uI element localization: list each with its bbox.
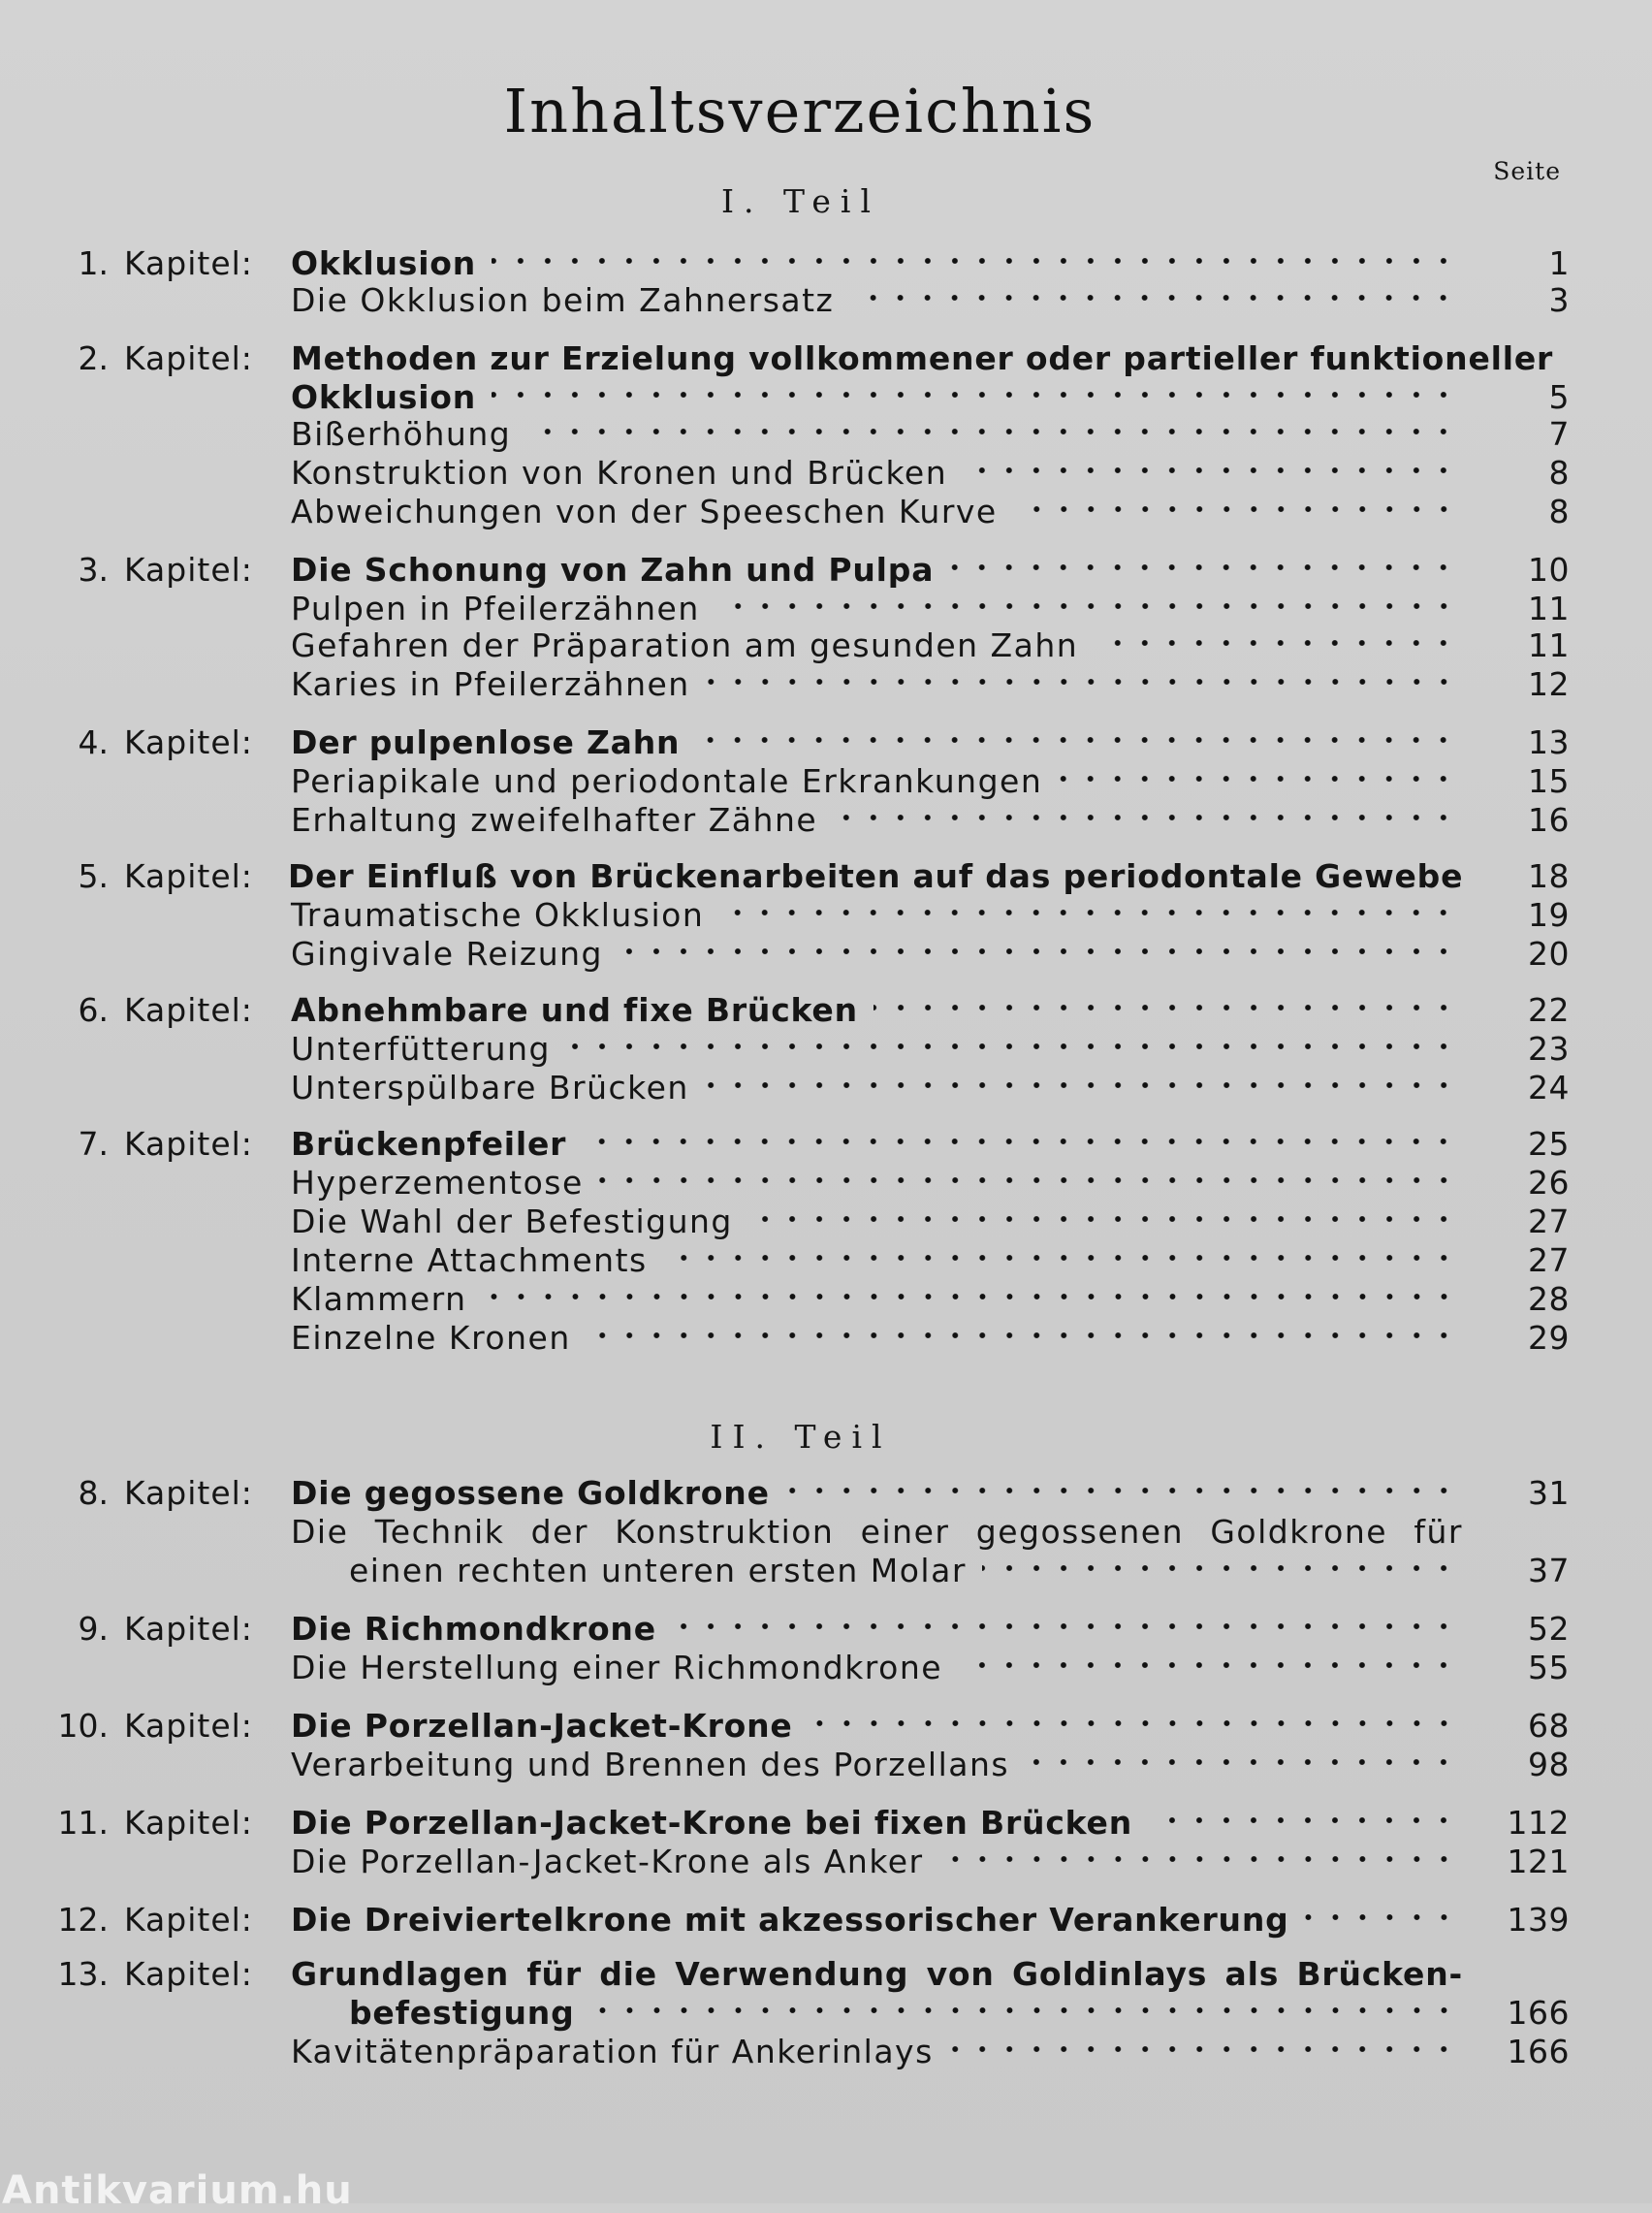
entry-title: Karies in Pfeilerzähnen xyxy=(291,665,690,703)
chapter-label: Kapitel: xyxy=(124,1804,253,1842)
dot-leader xyxy=(715,593,1457,620)
dot-leader xyxy=(492,381,1457,408)
entry-title: Okklusion xyxy=(291,378,477,416)
chapter-label: Kapitel: xyxy=(124,857,253,895)
toc-row xyxy=(0,723,1652,762)
entry-title: Okklusion xyxy=(291,244,477,282)
toc-entry xyxy=(291,551,1570,590)
entry-title: Konstruktion von Kronen und Brücken xyxy=(291,454,948,492)
chapter-number: 4. xyxy=(78,723,109,761)
page-number: 15 xyxy=(1528,762,1570,800)
chapter-number: 8. xyxy=(78,1474,109,1512)
page-number: 68 xyxy=(1528,1707,1570,1745)
toc-entry xyxy=(291,1843,1570,1881)
entry-title: Abnehmbare und fixe Brücken xyxy=(291,991,858,1029)
toc-entry xyxy=(291,1955,1463,1994)
toc-entry xyxy=(291,493,1570,531)
toc-row xyxy=(0,1030,1652,1069)
entry-title: Bißerhöhung xyxy=(291,415,512,453)
chapter-number: 11. xyxy=(57,1804,109,1842)
toc-entry xyxy=(291,1707,1570,1746)
dot-leader xyxy=(1148,1807,1457,1834)
entry-title: Die Okklusion beim Zahnersatz xyxy=(291,281,835,319)
entry-title: Die Porzellan-Jacket-Krone bei fixen Brücken xyxy=(291,1804,1133,1842)
toc-row xyxy=(0,415,1652,454)
entry-title: Die Herstellung einer Richmondkrone xyxy=(291,1649,943,1686)
entry-title: Der pulpenlose Zahn xyxy=(291,723,681,761)
page-number: 10 xyxy=(1528,551,1570,589)
toc-entry xyxy=(291,1513,1463,1552)
toc-row xyxy=(0,1280,1652,1319)
toc-row xyxy=(0,1203,1652,1241)
page-number: 29 xyxy=(1528,1319,1570,1357)
page-number: 11 xyxy=(1528,626,1570,664)
entry-title: Brückenpfeiler xyxy=(291,1125,567,1163)
toc-row xyxy=(0,1552,1652,1590)
dot-leader xyxy=(705,1072,1457,1099)
chapter-label: Kapitel: xyxy=(124,551,253,589)
entry-title: Die Dreiviertelkrone mit akzessorischer Verankerung xyxy=(291,1901,1289,1939)
entry-title: Gefahren der Präparation am gesunden Zahn xyxy=(291,626,1079,664)
dot-leader xyxy=(599,1167,1457,1194)
toc-row xyxy=(0,801,1652,840)
toc-row xyxy=(0,896,1652,935)
page-number: 27 xyxy=(1528,1203,1570,1240)
toc-row xyxy=(0,1513,1652,1552)
page-number: 25 xyxy=(1528,1125,1570,1163)
dot-leader xyxy=(1305,1904,1457,1931)
entry-title: Die Porzellan-Jacket-Krone xyxy=(291,1707,793,1745)
toc-entry xyxy=(291,1610,1570,1649)
toc-entry xyxy=(291,1746,1570,1784)
page-title: Inhaltsverzeichnis xyxy=(503,76,1096,146)
chapter-number: 10. xyxy=(57,1707,109,1745)
dot-leader xyxy=(1058,765,1457,792)
toc-entry xyxy=(349,1552,1570,1590)
page-number: 166 xyxy=(1507,1994,1570,2032)
dot-leader xyxy=(1094,629,1457,657)
chapter-number: 1. xyxy=(78,244,109,282)
dot-leader xyxy=(672,1613,1457,1640)
toc-row xyxy=(0,2033,1652,2071)
dot-leader xyxy=(526,418,1457,445)
dot-leader xyxy=(939,1845,1457,1873)
toc-entry xyxy=(291,339,1554,378)
chapter-label: Kapitel: xyxy=(124,1474,253,1512)
toc-entry xyxy=(291,1649,1570,1687)
toc-row xyxy=(0,1069,1652,1107)
entry-title: Die Technik der Konstruktion einer gegossenen Goldkrone für xyxy=(291,1513,1463,1551)
dot-leader xyxy=(874,994,1457,1021)
page-number: 31 xyxy=(1528,1474,1570,1512)
dot-leader xyxy=(706,668,1457,695)
page-number: 28 xyxy=(1528,1280,1570,1318)
toc-row xyxy=(0,935,1652,974)
page-number: 52 xyxy=(1528,1610,1570,1648)
dot-leader xyxy=(587,1322,1457,1349)
entry-title: Die Wahl der Befestigung xyxy=(291,1203,733,1240)
dot-leader xyxy=(483,1283,1457,1310)
chapter-number: 6. xyxy=(78,991,109,1029)
toc-entry xyxy=(291,454,1570,493)
toc-row xyxy=(0,1649,1652,1687)
dot-leader xyxy=(949,554,1457,581)
page-number: 23 xyxy=(1528,1030,1570,1068)
toc-row xyxy=(0,1319,1652,1358)
dot-leader xyxy=(748,1205,1457,1233)
toc-row xyxy=(0,1843,1652,1881)
toc-entry xyxy=(291,244,1570,283)
toc-entry xyxy=(291,2033,1570,2071)
page-number: 27 xyxy=(1528,1241,1570,1279)
toc-entry xyxy=(291,1901,1570,1940)
toc-row xyxy=(0,551,1652,590)
toc-entry xyxy=(291,723,1570,762)
toc-row xyxy=(0,1474,1652,1513)
toc-row xyxy=(0,1241,1652,1280)
entry-title: Die Schonung von Zahn und Pulpa xyxy=(291,551,935,589)
page-number: 98 xyxy=(1528,1746,1570,1783)
page-number: 19 xyxy=(1528,896,1570,934)
page-number: 3 xyxy=(1548,281,1570,319)
dot-leader xyxy=(785,1477,1457,1504)
page-number: 37 xyxy=(1528,1552,1570,1589)
entry-title: Grundlagen für die Verwendung von Goldinlays als Brücken- xyxy=(291,1955,1463,1993)
toc-entry xyxy=(291,801,1570,840)
entry-title: befestigung xyxy=(349,1994,575,2032)
toc-entry xyxy=(288,857,1464,896)
toc-entry xyxy=(291,762,1570,801)
chapter-number: 9. xyxy=(78,1610,109,1648)
dot-leader xyxy=(1025,1748,1457,1776)
toc-row xyxy=(0,626,1652,665)
entry-title: Einzelne Kronen xyxy=(291,1319,571,1357)
entry-title: Periapikale und periodontale Erkrankungen xyxy=(291,762,1043,800)
page-number: 20 xyxy=(1528,935,1570,973)
entry-title: Abweichungen von der Speeschen Kurve xyxy=(291,493,998,530)
toc-entry xyxy=(291,1319,1570,1358)
dot-leader xyxy=(958,1652,1457,1679)
page-number: 166 xyxy=(1507,2033,1570,2070)
chapter-number: 13. xyxy=(57,1955,109,1993)
toc-entry xyxy=(291,1069,1570,1107)
page-number: 112 xyxy=(1507,1804,1570,1842)
toc-entry xyxy=(291,590,1570,628)
part-title-2: II. Teil xyxy=(710,1418,892,1456)
dot-leader xyxy=(619,938,1457,965)
entry-title: Gingivale Reizung xyxy=(291,935,604,973)
chapter-label: Kapitel: xyxy=(124,1610,253,1648)
toc-entry xyxy=(291,1125,1570,1164)
dot-leader xyxy=(663,1244,1457,1271)
page-number: 1 xyxy=(1548,244,1570,282)
toc-row xyxy=(0,378,1652,417)
toc-entry xyxy=(291,896,1570,935)
page-number: 5 xyxy=(1548,378,1570,416)
entry-title: Kavitätenpräparation für Ankerinlays xyxy=(291,2033,934,2070)
toc-row xyxy=(0,1994,1652,2033)
entry-title: Methoden zur Erzielung vollkommener oder partieller funktioneller xyxy=(291,339,1554,377)
part-title-1: I. Teil xyxy=(720,182,881,220)
chapter-number: 12. xyxy=(57,1901,109,1939)
toc-entry xyxy=(291,1241,1570,1280)
entry-title: Pulpen in Pfeilerzähnen xyxy=(291,590,700,627)
page-number: 55 xyxy=(1528,1649,1570,1686)
toc-row xyxy=(0,1164,1652,1203)
dot-leader xyxy=(582,1128,1457,1155)
entry-title: Interne Attachments xyxy=(291,1241,648,1279)
toc-row xyxy=(0,281,1652,320)
toc-row xyxy=(0,493,1652,531)
entry-title: Traumatische Okklusion xyxy=(291,896,705,934)
entry-title: Erhaltung zweifelhafter Zähne xyxy=(291,801,818,839)
entry-title: Die Porzellan-Jacket-Krone als Anker xyxy=(291,1843,924,1880)
page-number: 26 xyxy=(1528,1164,1570,1202)
chapter-label: Kapitel: xyxy=(124,1125,253,1163)
page-number: 11 xyxy=(1528,590,1570,627)
page-number: 8 xyxy=(1548,493,1570,530)
toc-row xyxy=(0,1610,1652,1649)
toc-row xyxy=(0,1707,1652,1746)
chapter-label: Kapitel: xyxy=(124,991,253,1029)
entry-title: Unterspülbare Brücken xyxy=(291,1069,689,1106)
entry-title: Klammern xyxy=(291,1280,467,1318)
page-number: 121 xyxy=(1507,1843,1570,1880)
toc-row xyxy=(0,991,1652,1030)
entry-title: Die Richmondkrone xyxy=(291,1610,656,1648)
entry-title: Verarbeitung und Brennen des Porzellans xyxy=(291,1746,1010,1783)
toc-entry xyxy=(291,1030,1570,1069)
entry-title: einen rechten unteren ersten Molar xyxy=(349,1552,967,1589)
toc-row xyxy=(0,1125,1652,1164)
toc-entry xyxy=(291,1804,1570,1843)
chapter-number: 2. xyxy=(78,339,109,377)
toc-row xyxy=(0,339,1652,378)
toc-row xyxy=(0,1955,1652,1994)
entry-title: Unterfütterung xyxy=(291,1030,551,1068)
toc-row xyxy=(0,1804,1652,1843)
page-number: 7 xyxy=(1548,415,1570,453)
toc-row xyxy=(0,1746,1652,1784)
toc-row xyxy=(0,857,1652,896)
page-number: 8 xyxy=(1548,454,1570,492)
toc-entry xyxy=(291,281,1570,320)
chapter-label: Kapitel: xyxy=(124,1707,253,1745)
dot-leader xyxy=(809,1710,1457,1737)
dot-leader xyxy=(833,804,1457,831)
toc-row xyxy=(0,454,1652,493)
toc-row xyxy=(0,762,1652,801)
chapter-number: 5. xyxy=(78,857,109,895)
toc-entry xyxy=(291,1203,1570,1241)
dot-leader xyxy=(566,1033,1457,1060)
toc-row xyxy=(0,665,1652,704)
toc-entry xyxy=(291,1164,1570,1203)
dot-leader xyxy=(695,726,1457,754)
toc-entry xyxy=(291,378,1570,417)
chapter-label: Kapitel: xyxy=(124,1901,253,1939)
dot-leader xyxy=(1013,496,1457,523)
page-number: 16 xyxy=(1528,801,1570,839)
toc-entry xyxy=(291,991,1570,1030)
entry-title: Hyperzementose xyxy=(291,1164,584,1202)
dot-leader xyxy=(963,457,1457,484)
toc-entry xyxy=(291,626,1570,665)
toc-entry xyxy=(291,935,1570,974)
toc-row xyxy=(0,244,1652,283)
dot-leader xyxy=(492,247,1457,274)
toc-entry xyxy=(291,1474,1570,1513)
chapter-label: Kapitel: xyxy=(124,1955,253,1993)
toc-entry xyxy=(291,665,1570,704)
entry-title: Der Einfluß von Brückenarbeiten auf das periodontale Gewebe xyxy=(288,857,1464,895)
dot-leader xyxy=(982,1555,1457,1582)
toc-entry xyxy=(349,1994,1570,2033)
chapter-label: Kapitel: xyxy=(124,339,253,377)
dot-leader xyxy=(719,899,1457,926)
entry-title: Die gegossene Goldkrone xyxy=(291,1474,770,1512)
page-number: 12 xyxy=(1528,665,1570,703)
toc-row xyxy=(0,590,1652,628)
chapter-label: Kapitel: xyxy=(124,723,253,761)
chapter-number: 3. xyxy=(78,551,109,589)
page-column-header: Seite xyxy=(1493,157,1561,185)
dot-leader xyxy=(849,284,1457,311)
toc-entry xyxy=(291,415,1570,454)
toc-row xyxy=(0,1901,1652,1940)
dot-leader xyxy=(590,1997,1457,2024)
chapter-label: Kapitel: xyxy=(124,244,253,282)
chapter-number: 7. xyxy=(78,1125,109,1163)
page-number: 22 xyxy=(1528,991,1570,1029)
page-number: 13 xyxy=(1528,723,1570,761)
page-number: 18 xyxy=(1528,857,1570,895)
page-number: 139 xyxy=(1507,1901,1570,1939)
dot-leader xyxy=(949,2036,1457,2063)
toc-entry xyxy=(291,1280,1570,1319)
watermark: Antikvarium.hu xyxy=(2,2168,353,2213)
page-number: 24 xyxy=(1528,1069,1570,1106)
